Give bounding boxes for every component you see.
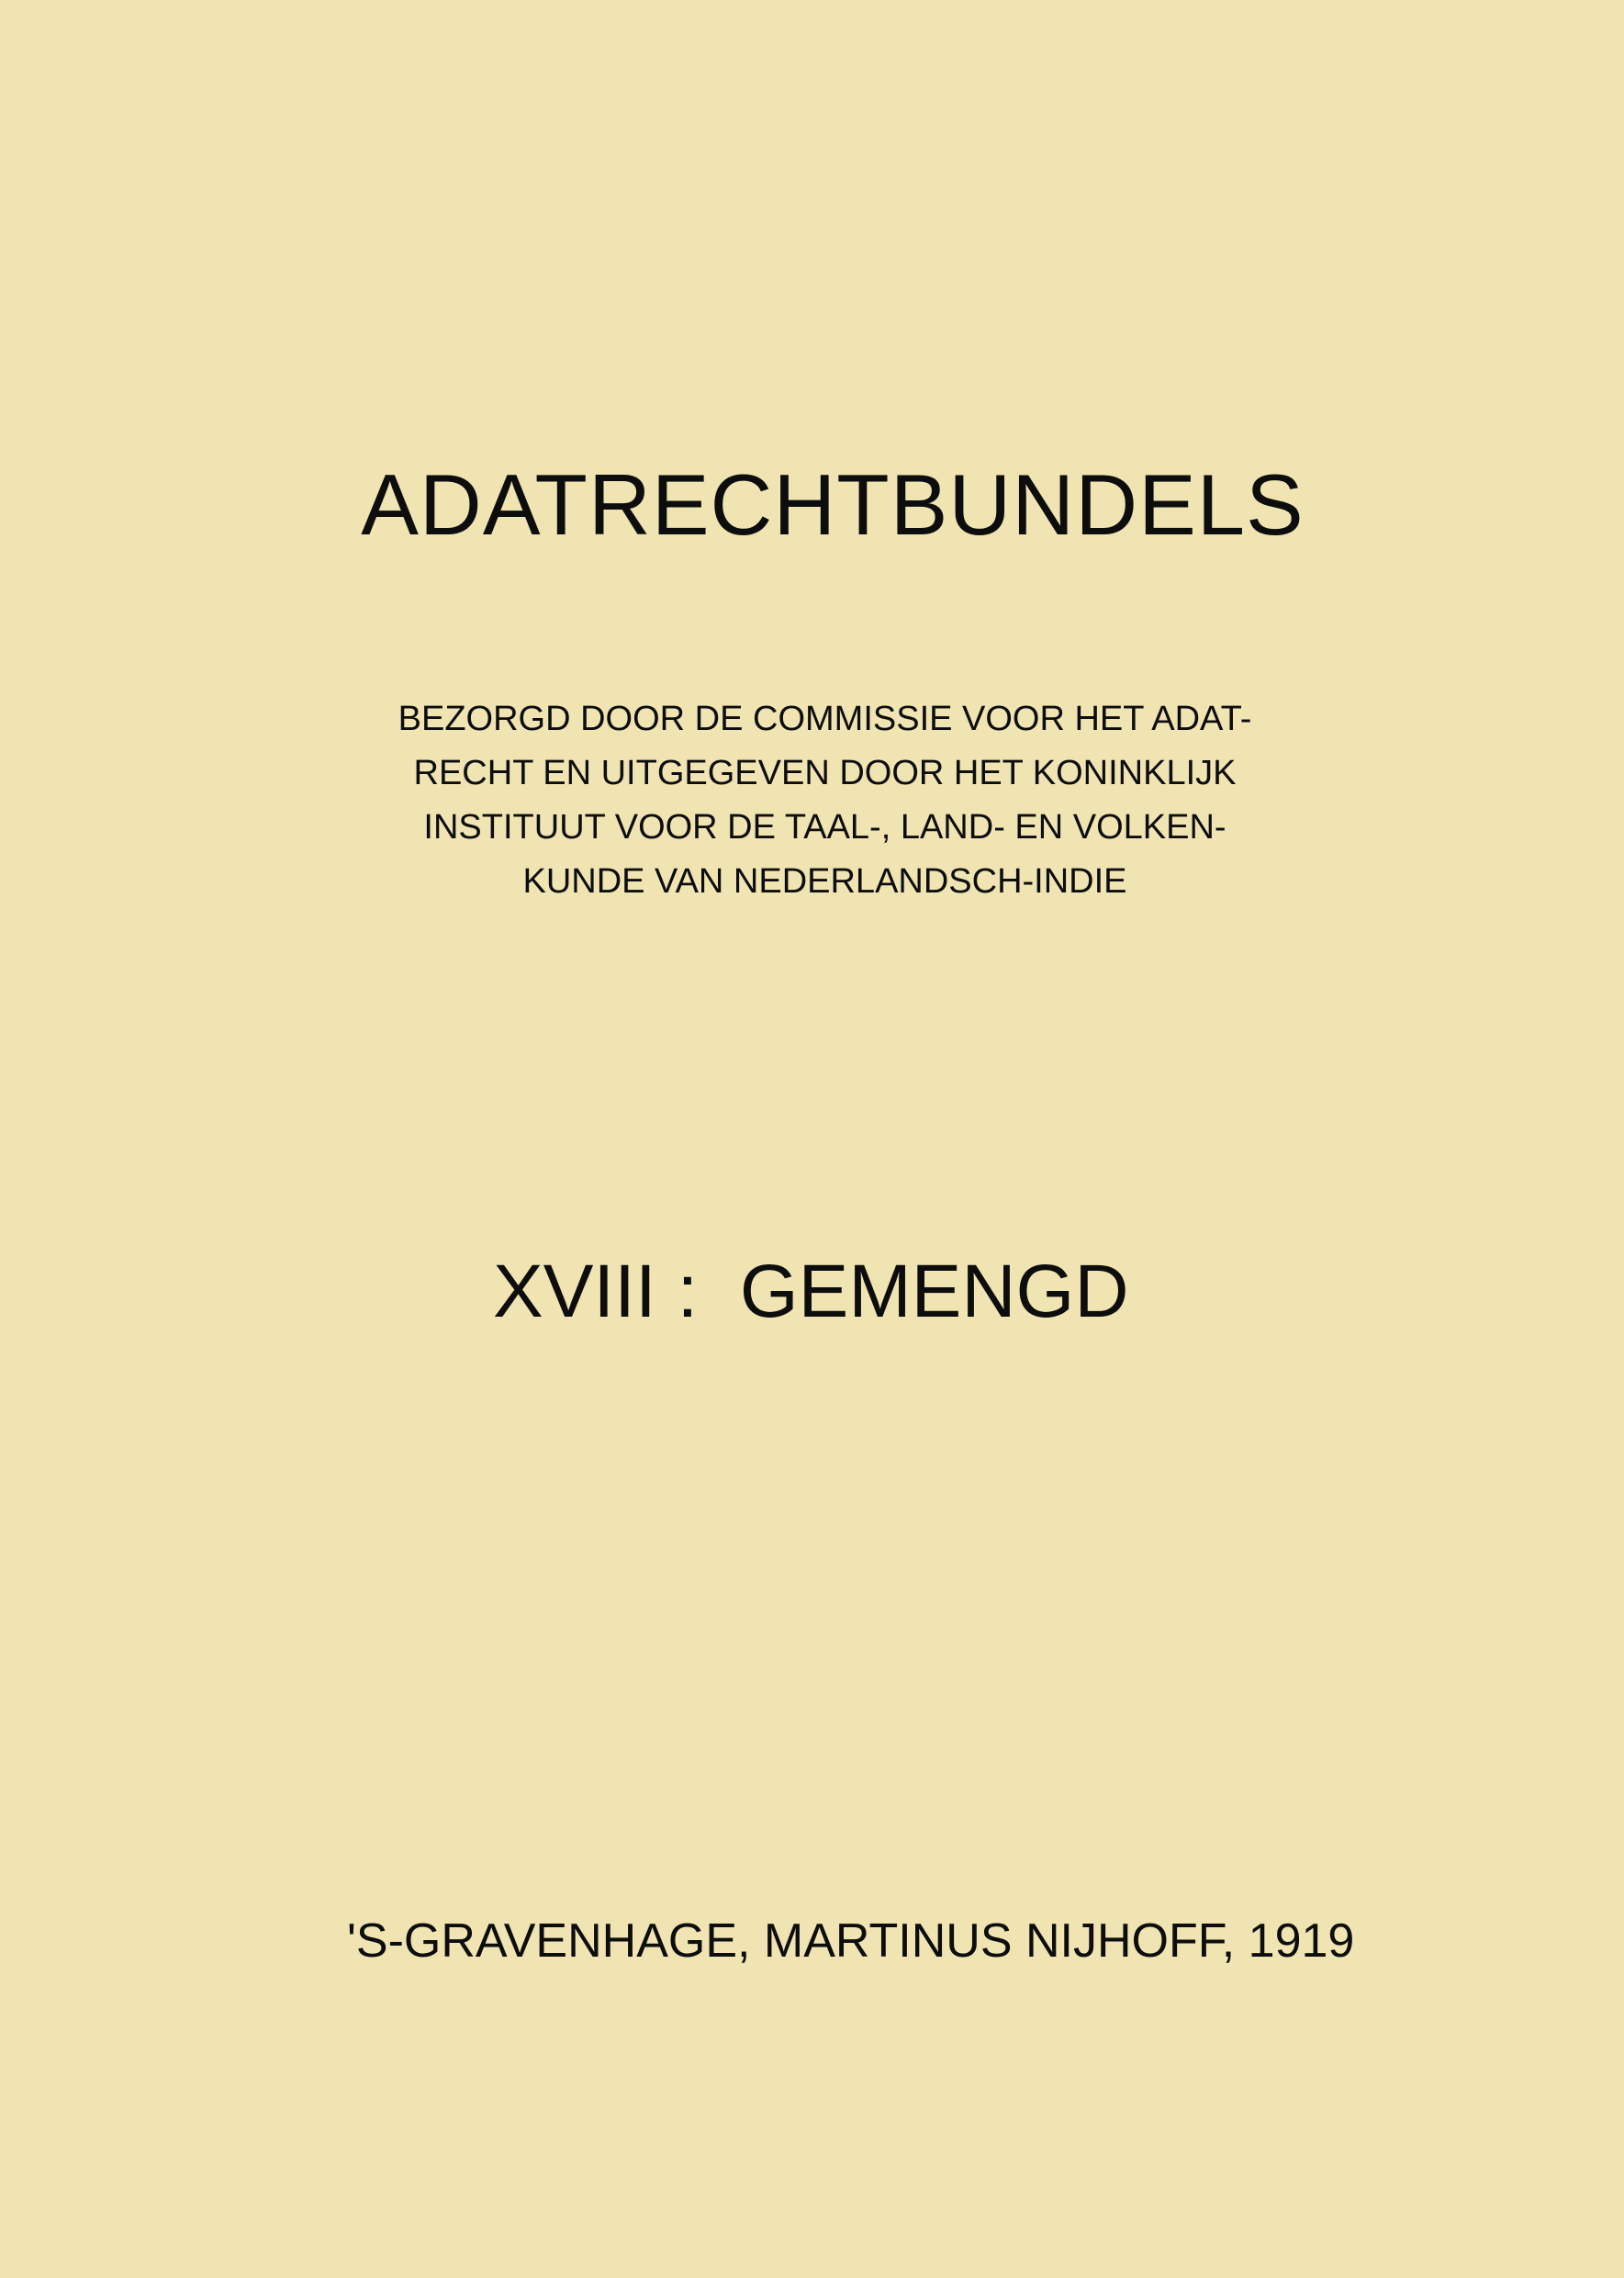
publisher-imprint: 'S-GRAVENHAGE, MARTINUS NIJHOFF, 1919 — [347, 1914, 1355, 1968]
subtitle-line: RECHT EN UITGEGEVEN DOOR HET KONINKLIJK — [413, 754, 1237, 792]
subtitle-line: KUNDE VAN NEDERLANDSCH-INDIE — [522, 862, 1127, 901]
book-title: ADATRECHTBUNDELS — [361, 456, 1305, 553]
subtitle-line: INSTITUUT VOOR DE TAAL-, LAND- EN VOLKEN- — [423, 808, 1226, 847]
subtitle-block — [0, 692, 1624, 909]
volume-title: XVIII : GEMENGD — [493, 1250, 1129, 1333]
subtitle-line: BEZORGD DOOR DE COMMISSIE VOOR HET ADAT- — [398, 700, 1252, 738]
